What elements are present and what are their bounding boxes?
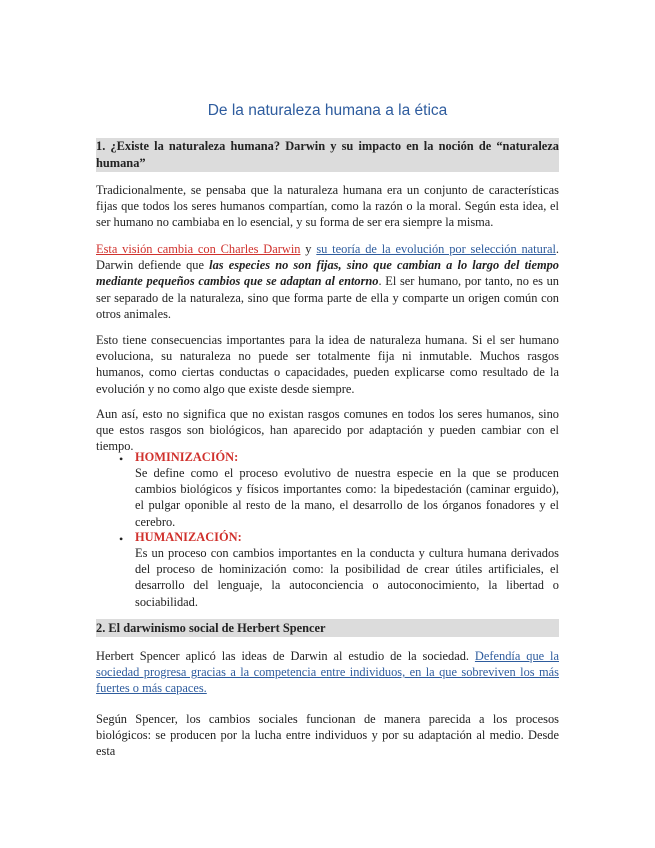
text-and: y — [300, 242, 317, 256]
humanization-heading: HUMANIZACIÓN: — [135, 530, 242, 544]
bullet-marker: • — [119, 452, 124, 466]
paragraph-consequences: Esto tiene consecuencias importantes para la idea de naturaleza humana. Si el ser humano evoluciona, su naturaleza no puede ser totalmente fija ni inmutable. Muchos rasgos humanos, como ciertas conductas o capacidades, pueden explicarse como resultado de la evolución y no como algo que existe desde siempre. — [96, 333, 559, 396]
section-1-heading: 1. ¿Existe la naturaleza humana? Darwin y su impacto en la noción de “naturaleza humana” — [96, 139, 559, 170]
text-species-not-fixed: las especies no son fijas, sino que cambian a lo largo del tiempo mediante pequeños cambios que se adaptan al entorno — [96, 258, 560, 289]
evolution-theory-link[interactable]: su teoría de la evolución por selección natural — [316, 242, 556, 256]
paragraph-darwin — [96, 241, 559, 322]
paragraph-traditional-view: Tradicionalmente, se pensaba que la naturaleza humana era un conjunto de características fijas que todos los seres humanos compartían, como la razón o la moral. Según esta idea, el ser humano no cambiaba en lo esencial, y su forma de ser era siempre la misma. — [96, 183, 559, 230]
text-human-part-of-nature: . El ser humano, por tanto, no es un ser separado de la naturaleza, sino que forma parte de ella y comparte un origen común con otros animales. — [96, 274, 559, 321]
hominization-text: Se define como el proceso evolutivo de nuestra especie en la que se producen cambios biológicos y físicos importantes como: la bipedestación (caminar erguido), el pulgar oponible al resto de la mano, el desarrollo de los órganos fonadores y el cerebro. — [135, 466, 559, 529]
darwin-link[interactable]: Esta visión cambia con Charles Darwin — [96, 242, 301, 256]
text-darwin-defends: . Darwin defiende que — [96, 242, 559, 273]
paragraph-spencer-social-changes: Según Spencer, los cambios sociales funcionan de manera parecida a los procesos biológicos: se producen por la lucha entre individuos y por su adaptación al medio. Desde esta — [96, 712, 559, 759]
hominization-heading: HOMINIZACIÓN: — [135, 450, 239, 464]
bullet-marker: • — [119, 532, 124, 546]
spencer-competition-link[interactable]: Defendía que la sociedad progresa gracias a la competencia entre individuos, en la que sobreviven los más fuertes o más capaces. — [96, 649, 559, 696]
text-spencer-applied: Herbert Spencer aplicó las ideas de Darwin al estudio de la sociedad. — [96, 649, 475, 663]
document-title: De la naturaleza humana a la ética — [207, 102, 448, 119]
paragraph-spencer — [96, 648, 559, 697]
humanization-text: Es un proceso con cambios importantes en la conducta y cultura humana derivados del proceso de hominización como: la posibilidad de crear útiles artificiales, el desarrollo del lenguaje, la autoconciencia o autoconocimiento, la libertad o sociabilidad. — [135, 546, 559, 609]
paragraph-common-traits: Aun así, esto no significa que no existan rasgos comunes en todos los seres humanos, sino que estos rasgos son biológicos, han aparecido por adaptación y pueden cambiar con el tiempo. — [96, 407, 559, 454]
section-2-heading: 2. El darwinismo social de Herbert Spencer — [96, 619, 559, 637]
